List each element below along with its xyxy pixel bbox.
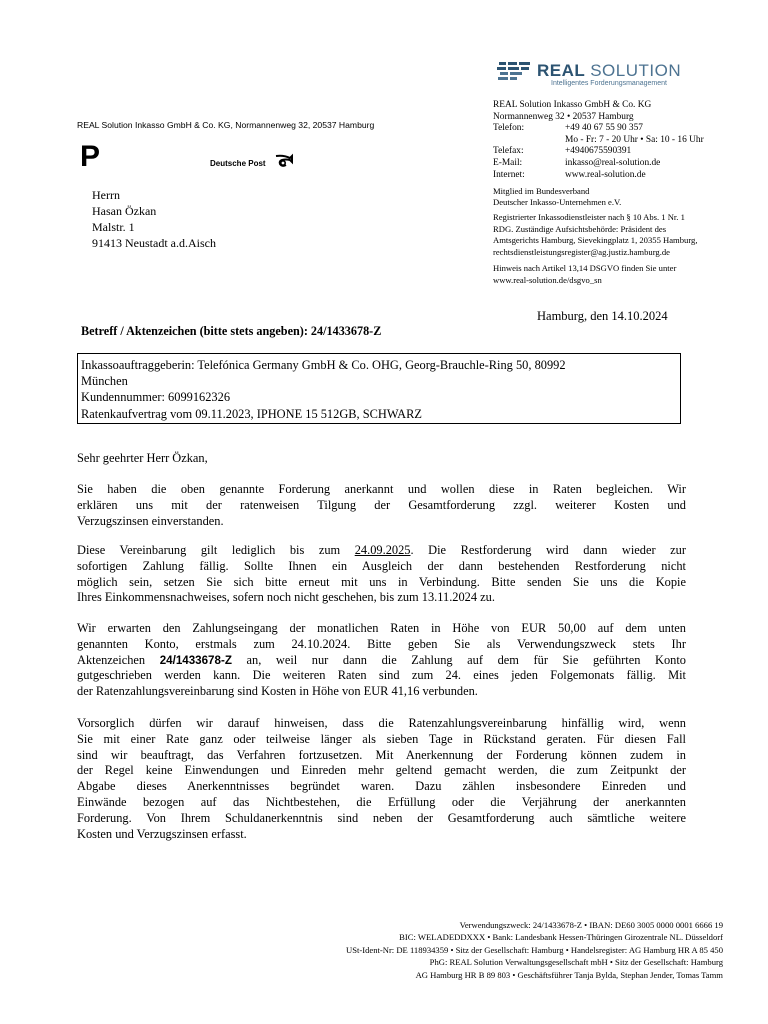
letter-date: Hamburg, den 14.10.2024 bbox=[537, 309, 668, 323]
footer-line: Verwendungszweck: 24/1433678-Z • IBAN: DE60 3005 0000 0001 6666 19 bbox=[459, 920, 723, 930]
membership-note: Mitglied im Bundesverband Deutscher Inkasso-Unternehmen e.V. bbox=[493, 186, 622, 207]
footer-line: BIC: WELADEDDXXX • Bank: Landesbank Hessen-Thüringen Girozentrale NL. Düsseldorf bbox=[399, 932, 723, 943]
registry-email[interactable]: rechtsdienstleistungsregister@ag.justiz.hamburg.de bbox=[493, 247, 670, 258]
company-name: REAL Solution Inkasso GmbH & Co. KG bbox=[493, 100, 652, 110]
paragraph-validity: Diese Vereinbarung gilt lediglich bis zum 24.09.2025. Die Restforderung wird dann wieder zur sofortigen Zahlung fällig. Sollte Ihnen ein Ausgleich der dann bestehenden Restforderung nicht möglich sein, setzen Sie sich bitte erneut mit uns in Verbindung. Bitte senden Sie uns die Kopie Ihres Einkommensnachweises, sofern noch nicht geschehen, bis zum 13.11.2024 zu. bbox=[77, 543, 686, 605]
hours-value: Mo - Fr: 7 - 20 Uhr • Sa: 10 - 16 Uhr bbox=[565, 134, 704, 145]
salutation: Sehr geehrter Herr Özkan, bbox=[77, 451, 208, 465]
company-logo bbox=[497, 58, 717, 94]
recipient-line: 91413 Neustadt a.d.Aisch bbox=[92, 236, 216, 250]
company-address: Normannenweg 32 • 20537 Hamburg bbox=[493, 111, 634, 122]
footer-line: AG Hamburg HR B 89 803 • Geschäftsführer Tanja Bylda, Stephan Jender, Tomas Tamm bbox=[415, 969, 723, 980]
company-info bbox=[493, 100, 753, 181]
website-value[interactable]: www.real-solution.de bbox=[565, 169, 646, 180]
privacy-link[interactable]: www.real-solution.de/dsgvo_sn bbox=[493, 274, 602, 285]
post-horn-icon bbox=[274, 153, 294, 169]
phone-value: +49 40 67 55 90 357 bbox=[565, 123, 643, 134]
registration-note: Registrierter Inkassodienstleister nach § 10 Abs. 1 Nr. 1 RDG. Zuständige Aufsichtsbehörde: Präsident des Amtsgerichts Hamburg, Sievekingplatz 1, 20355 Hamburg, rechtsdienstleistungsregister@ag.justiz.hamburg.de bbox=[493, 212, 698, 258]
deutsche-post-label: Deutsche Post bbox=[210, 159, 266, 168]
contact-row: Telefax: +4940675590391 bbox=[493, 146, 632, 157]
paragraph-notice: Vorsorglich dürfen wir darauf hinweisen, dass die Ratenzahlungsvereinbarung hinfällig wird, wenn Sie mit einer Rate ganz oder teilweise länger als sieben Tage in Rückstand geraten. Für diesen Fall sind wir beauftragt, das Verfahren fortzusetzen. Mit Anerkennung der Forderung können zudem in der Regel keine Einwendungen und Einreden mehr geltend gemacht werden, die zum Zeitpunkt der Abgabe dieses Anerkenntnisses begründet waren. Dazu zählen insbesondere Einreden und Einwände bezogen auf das Nichtbestehen, die Erfüllung oder die Verjährung der anerkannten Forderung. Von Ihrem Schuldanerkenntnis sind neben der Gesamtforderung auch sämtliche weitere Kosten und Verzugszinsen erfasst. bbox=[77, 716, 686, 841]
case-reference: 24/1433678-Z bbox=[159, 653, 232, 667]
sender-return-address: REAL Solution Inkasso GmbH & Co. KG, Normannenweg 32, 20537 Hamburg bbox=[77, 120, 375, 130]
footer-line: PhG: REAL Solution Verwaltungsgesellschaft mbH • Sitz der Gesellschaft: Hamburg bbox=[429, 957, 723, 968]
recipient-line: Malstr. 1 bbox=[92, 220, 135, 234]
info-line: Inkassoauftraggeberin: Telefónica Germany GmbH & Co. OHG, Georg-Brauchle-Ring 50, 80992 bbox=[81, 358, 566, 372]
letter-footer bbox=[346, 919, 723, 981]
creditor-info-box bbox=[77, 353, 681, 424]
recipient-line: Herrn bbox=[92, 188, 120, 202]
contact-row bbox=[493, 135, 753, 147]
paragraph-payment: Wir erwarten den Zahlungseingang der monatlichen Raten in Höhe von EUR 50,00 auf dem unten genannten Konto, erstmals zum 24.10.2024. Bitte geben Sie als Verwendungszweck stets Ihr Aktenzeichen 24/1433678-Z an, weil nur dann die Zahlung auf dem für Sie geführten Konto gutgeschrieben werden kann. Die weiteren Raten sind zum 24. eines jeden Folgemonats fällig. Mit der Ratenzahlungsvereinbarung sind Kosten in Höhe von EUR 41,16 verbunden. bbox=[77, 621, 686, 699]
privacy-note: Hinweis nach Artikel 13,14 DSGVO finden Sie unter www.real-solution.de/dsgvo_sn bbox=[493, 263, 677, 285]
email-value[interactable]: inkasso@real-solution.de bbox=[565, 157, 661, 168]
contact-row: Internet: www.real-solution.de bbox=[493, 169, 646, 180]
logo-tagline: Intelligentes Forderungsmanagement bbox=[551, 80, 667, 87]
validity-date: 24.09.2025 bbox=[354, 543, 411, 557]
paragraph-agreement: Sie haben die oben genannte Forderung anerkannt und wollen diese in Raten begleichen. Wir erklären uns mit der ratenweisen Tilgung der Gesamtforderung zzgl. weiterer Kosten und Verzugszinsen einverstanden. bbox=[77, 482, 686, 528]
contact-row: Telefon: +49 40 67 55 90 357 bbox=[493, 123, 643, 134]
footer-line: USt-Ident-Nr: DE 118934359 • Sitz der Gesellschaft: Hamburg • Handelsregister: AG Hamburg HR A 85 450 bbox=[345, 944, 723, 955]
logo-mark-icon bbox=[497, 60, 533, 84]
contact-row: E-Mail: inkasso@real-solution.de bbox=[493, 157, 661, 168]
recipient-address bbox=[92, 187, 216, 251]
info-line: Kundennummer: 6099162326 bbox=[81, 390, 231, 405]
logo-name: REAL SOLUTION bbox=[537, 61, 682, 80]
recipient-line: Hasan Özkan bbox=[92, 204, 157, 218]
fax-value: +4940675590391 bbox=[565, 146, 632, 157]
info-line: Ratenkaufvertrag vom 09.11.2023, IPHONE 15 512GB, SCHWARZ bbox=[81, 406, 422, 421]
info-line: München bbox=[81, 374, 128, 389]
subject-line: Betreff / Aktenzeichen (bitte stets angeben): 24/1433678-Z bbox=[81, 324, 382, 338]
postage-mark: P bbox=[80, 140, 101, 173]
